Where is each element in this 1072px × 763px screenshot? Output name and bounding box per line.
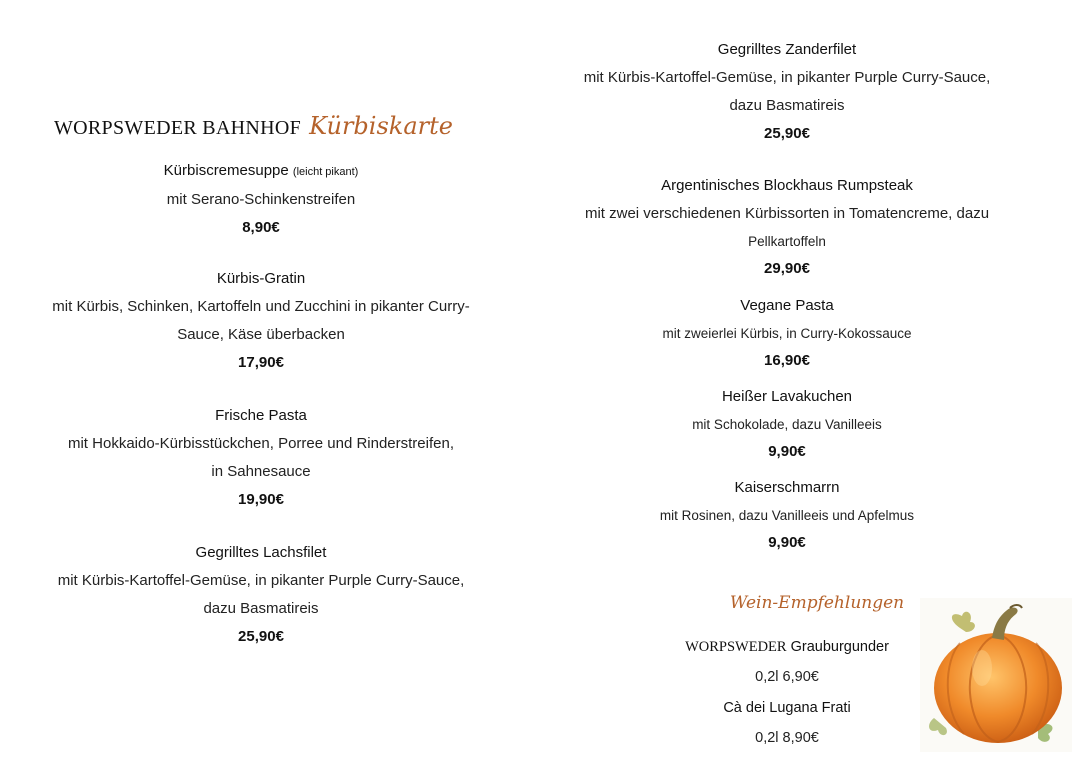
dish-description: mit zweierlei Kürbis, in Curry-Kokossauce: [662, 326, 912, 341]
dish-description: Pellkartoffeln: [748, 234, 826, 249]
dish-note: (leicht pikant): [292, 166, 359, 178]
dish-name: Kaiserschmarrn: [734, 479, 840, 496]
dish-price: 17,90€: [238, 354, 284, 371]
dish-name: Frische Pasta: [215, 407, 307, 424]
dish-description: in Sahnesauce: [211, 463, 311, 480]
dish-name: [22, 157, 500, 186]
dish-price: 16,90€: [764, 352, 810, 369]
dish-description: mit Rosinen, dazu Vanilleeis und Apfelmus: [659, 508, 915, 523]
dish-price: 19,90€: [238, 491, 284, 508]
dish-name-text: Kürbiscremesuppe: [163, 162, 289, 179]
wine-section-title: Wein-Empfehlungen: [729, 593, 905, 613]
dish-price: 9,90€: [768, 534, 806, 551]
dish-gegrilltes-zanderfilet: [556, 36, 1018, 148]
dish-description: mit Kürbis-Kartoffel-Gemüse, in pikanter Purple Curry-Sauce,: [57, 572, 465, 589]
dish-vegane-pasta: [556, 292, 1018, 375]
dish-description: mit Serano-Schinkenstreifen: [166, 191, 356, 208]
dish-heisser-lavakuchen: [556, 383, 1018, 466]
dish-description: dazu Basmatireis: [203, 600, 319, 617]
dish-description: mit Schokolade, dazu Vanilleeis: [692, 417, 882, 432]
dish-frische-pasta: [22, 402, 500, 514]
dish-name: Gegrilltes Zanderfilet: [717, 41, 857, 58]
dish-price: 29,90€: [764, 260, 810, 277]
menu-header: [54, 112, 453, 140]
wine-variety: Grauburgunder: [786, 639, 889, 655]
wine-price: 0,2l 8,90€: [755, 730, 819, 746]
dish-gegrilltes-lachsfilet: [22, 539, 500, 651]
dish-price: 25,90€: [238, 628, 284, 645]
dish-name: Kürbis-Gratin: [216, 270, 306, 287]
dish-name: Gegrilltes Lachsfilet: [195, 544, 327, 561]
dish-name: Argentinisches Blockhaus Rumpsteak: [661, 177, 913, 194]
pumpkin-icon: [920, 598, 1072, 752]
wine-name: Cà dei Lugana Frati: [723, 700, 851, 716]
dish-price: 25,90€: [764, 125, 810, 142]
dish-description: mit Kürbis-Kartoffel-Gemüse, in pikanter Purple Curry-Sauce,: [583, 69, 991, 86]
dish-kuerbis-gratin: [22, 265, 500, 377]
dish-name: Heißer Lavakuchen: [721, 388, 853, 405]
dish-rumpsteak: [556, 172, 1018, 283]
restaurant-name: WORPSWEDER BAHNHOF: [54, 117, 302, 139]
dish-kuerbiscremesuppe: [22, 157, 500, 242]
dish-description: mit zwei verschiedenen Kürbissorten in Tomatencreme, dazu: [584, 205, 990, 222]
dish-price: 9,90€: [768, 443, 806, 460]
wine-brand: WORPSWEDER: [685, 639, 787, 655]
dish-description: mit Kürbis, Schinken, Kartoffeln und Zucchini in pikanter Curry-: [52, 298, 470, 315]
dish-price: 8,90€: [242, 219, 280, 236]
pumpkin-illustration: [920, 598, 1072, 752]
menu-title: Kürbiskarte: [309, 112, 453, 140]
dish-description: dazu Basmatireis: [729, 97, 845, 114]
dish-kaiserschmarrn: [556, 474, 1018, 557]
wine-price: 0,2l 6,90€: [755, 669, 819, 685]
dish-description: Sauce, Käse überbacken: [177, 326, 345, 343]
dish-description: mit Hokkaido-Kürbisstückchen, Porree und Rinderstreifen,: [67, 435, 454, 452]
dish-name: Vegane Pasta: [740, 297, 834, 314]
